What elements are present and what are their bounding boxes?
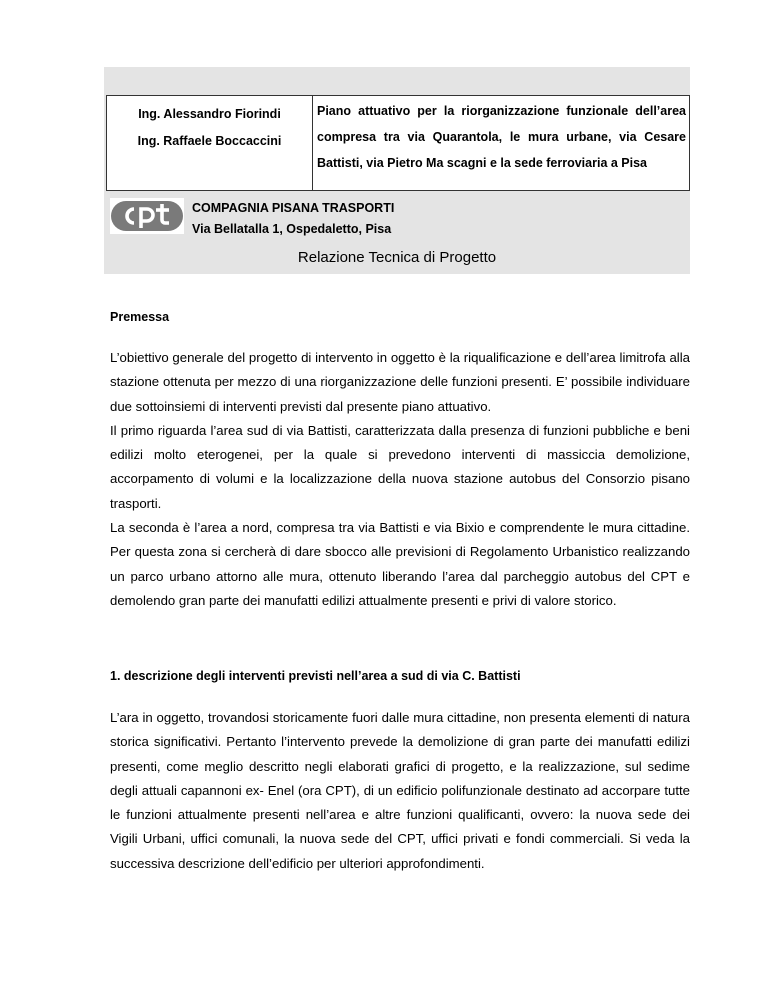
section1-text (110, 706, 690, 876)
author-name: Ing. Raffaele Boccaccini (137, 134, 282, 148)
company-row (110, 196, 690, 242)
paragraph: La seconda è l’area a nord, compresa tra via Battisti e via Bixio e comprendente le mura cittadine. Per questa zona si cercherà di dare sbocco alle previsioni di Regolamento Urbanistico realizzando un parco urbano attorno alle mura, ottenuto liberando l’area dal parcheggio autobus del CPT e demolendo gran parte dei manufatti edilizi attualmente presenti e privi di valore storico. (110, 520, 690, 608)
paragraph: Il primo riguarda l’area sud di via Battisti, caratterizzata dalla presenza di funzioni pubbliche e beni edilizi molto eterogenei, per la quale si prevedono interventi di massiccia demolizione, accorpamento di volumi e la localizzazione della nuova stazione autobus del Consorzio pisano trasporti. (110, 422, 690, 511)
company-address: Via Bellatalla 1, Ospedaletto, Pisa (192, 222, 392, 236)
project-title: Piano attuativo per la riorganizzazione funzionale dell’area compresa tra via Quarantola, le mura urbane, via Cesare Battisti, via Pietro Ma scagni e la sede ferroviaria a Pisa (317, 104, 686, 170)
cpt-logo-icon (110, 198, 184, 234)
section-heading-1: 1. descrizione degli interventi previsti nell’area a sud di via C. Battisti (110, 669, 521, 683)
section-heading-premessa: Premessa (110, 310, 170, 324)
paragraph: L’obiettivo generale del progetto di intervento in oggetto è la riqualificazione e dell’area limitrofa alla stazione ottenuta per mezzo di una riorganizzazione delle funzioni presenti. E’ possibile individuare due sottoinsiemi di interventi previsti dal presente piano attuativo. (110, 350, 690, 414)
author-name: Ing. Alessandro Fiorindi (138, 107, 281, 121)
document-title: Relazione Tecnica di Progetto (297, 249, 497, 266)
info-table (106, 95, 690, 191)
company-name: COMPAGNIA PISANA TRASPORTI (192, 201, 395, 215)
authors-cell (107, 96, 313, 190)
paragraph: L’ara in oggetto, trovandosi storicamente fuori dalle mura cittadine, non presenta elementi di natura storica significativi. Pertanto l’intervento prevede la demolizione di gran parte dei manufatti edilizi presenti, come meglio descritto negli elaborati grafici di progetto, e la realizzazione, sul sedime degli attuali capannoni ex- Enel (ora CPT), di un edificio polifunzionale destinato ad accorpare tutte le funzioni attualmente presenti nell’area e altre funzioni qualificanti, ovvero: la nuova sede dei Vigili Urbani, uffici comunali, la nuova sede del CPT, uffici privati e fondi commerciali. Si veda la successiva descrizione dell’edificio per ulteriori approfondimenti. (110, 710, 690, 871)
premessa-text (110, 346, 690, 613)
cpt-logo (110, 198, 184, 234)
